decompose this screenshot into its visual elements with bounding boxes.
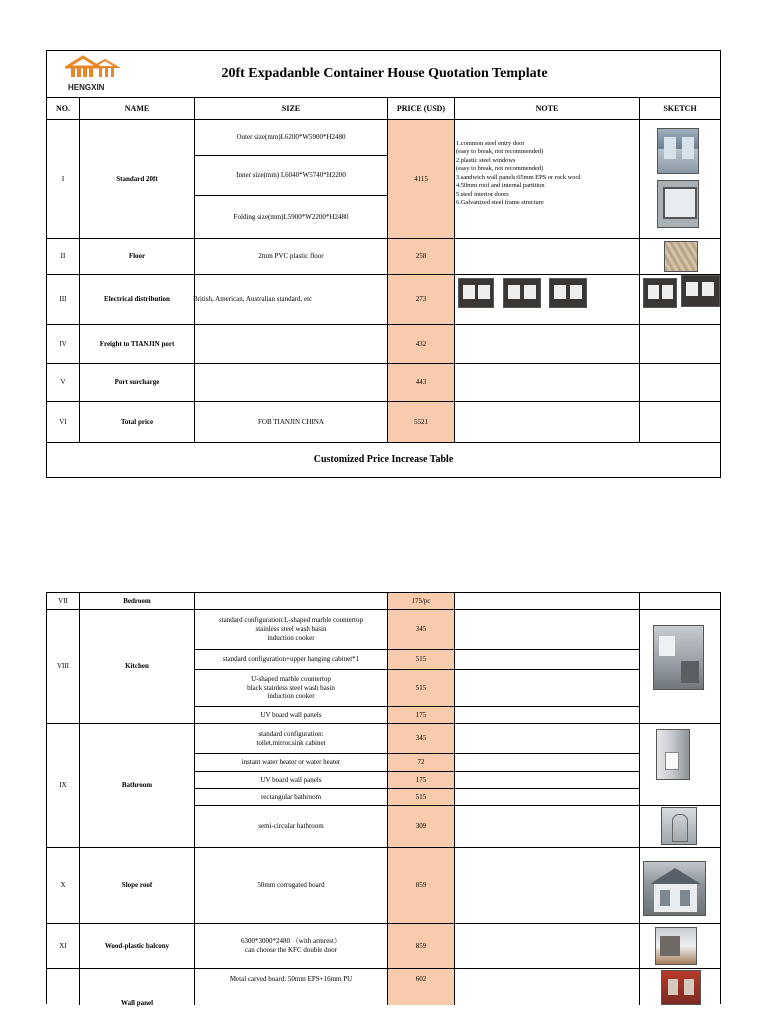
row1-name: Standard 20ft [116,174,158,183]
row1-size-outer: Outer size(mm)L6200*W5900*H2480 [236,133,346,142]
bedroom-price: 175/pc [411,596,431,605]
row4-size [195,325,387,363]
bathroom-photo-1 [656,729,690,780]
socket-photo-4 [643,278,677,308]
socket-photo-3 [549,278,587,308]
kitchen-price-1: 345 [415,625,427,634]
bathroom-photo-2 [661,807,697,845]
header-note: NOTE [535,103,559,113]
row4-no: IV [59,339,67,348]
bathroom-price-2: 72 [417,758,425,767]
container-photo-1 [657,128,699,174]
logo-brand: HENGXIN [68,83,105,92]
row4-price: 432 [415,339,427,348]
kitchen-option-1: standard configuration:L-shaped marble countertop stainless steel wash basin induction cooker [218,616,364,642]
row5-no: V [60,378,66,387]
house-logo-icon [65,55,121,79]
bathroom-price-3: 175 [415,775,427,784]
header-no: NO. [56,103,70,113]
roof-name: Slope roof [121,881,153,890]
bathroom-price-1: 345 [415,734,427,743]
row2-name: Floor [128,252,146,261]
row2-price: 258 [415,252,427,261]
balcony-photo [655,927,697,965]
roof-no: X [60,881,66,890]
kitchen-option-2: standard configuration+upper hanging cabinet*1 [222,655,360,664]
balcony-no: XI [59,941,67,950]
page-title: 20ft Expadanble Container House Quotation Template [221,66,548,82]
row1-size-folding: Folding size(mm)L5900*W2200*H2480 [233,212,349,221]
row5-size [195,364,387,401]
wall-price-1: 602 [415,975,427,983]
kitchen-option-4: UV board wall panels [260,710,322,719]
row3-name: Electrical distribution [104,295,170,304]
row5-price: 443 [415,378,427,387]
row4-name: Freight to TIANJIN port [99,339,175,348]
roof-size: 50mm corrugated board [257,881,325,890]
row1-no: I [61,174,65,183]
row6-no: VI [59,417,67,426]
kitchen-name: Kitchen [125,662,149,671]
kitchen-price-2: 515 [415,655,427,664]
kitchen-price-3: 515 [415,683,427,692]
row6-name: Total price [120,417,154,426]
row6-size: FOB TIANJIN CHINA [258,417,324,426]
balcony-size: 6300*3000*2480 （with armrest） can choose the KFC double door [241,937,341,954]
wall-name: Wall panel [120,998,154,1007]
socket-photo-5 [681,275,720,307]
bathroom-price-4: 515 [415,792,427,801]
bathroom-name: Bathroom [121,781,153,790]
bedroom-name: Bedroom [123,596,151,605]
header-name: NAME [124,103,150,113]
bathroom-option-4: rectangular bathroom [260,792,322,801]
balcony-name: Wood-plastic balcony [104,941,170,950]
bathroom-option-1: standard configuration: toilet,mirror,sink cabinet [256,729,326,747]
bathroom-option-5: semi-circular bathroom [258,822,324,831]
header-size: SIZE [281,103,301,113]
row1-size-inner: Inner size(mm) L6040*W5740*H2200 [236,171,346,180]
row1-note: 1.common steel entry door (easy to break, not recommended) 2.plastic steel windows (easy to break, not recommended) 3.sandwich wall panels:65mm EPS or rock wool 4.50mm roof and internal partition 5.steel interior doors 6.Galvanized steel frame structure [456,140,581,207]
row3-price: 273 [415,295,427,304]
row6-price: 5521 [414,417,428,426]
kitchen-no: VIII [56,662,70,671]
row2-size: 2mm PVC plastic floor [258,252,324,261]
bathroom-no: IX [59,781,67,790]
bathroom-option-3: UV board wall panels [260,775,322,784]
header-price: PRICE (USD) [396,103,446,113]
container-photo-2 [657,180,699,228]
socket-photo-2 [503,278,541,308]
row5-name: Port surcharge [114,378,160,387]
kitchen-price-4: 175 [415,710,427,719]
company-logo [65,55,121,91]
customized-table-title: Customized Price Increase Table [313,453,454,465]
row3-no: III [59,295,67,304]
header-sketch: SKETCH [663,103,697,113]
bedroom-no: VII [58,596,68,605]
floor-photo [664,241,698,272]
socket-photo-1 [458,278,494,308]
wall-option-1: Metal carved board: 50mm EPS+16mm PU [229,975,353,983]
kitchen-photo [653,625,704,690]
row1-price: 4115 [414,174,428,183]
roof-price: 859 [415,881,427,890]
wall-panel-photo [661,970,701,1005]
bathroom-price-5: 309 [415,822,427,831]
row3-size: British, American, Australian standard, etc [193,295,313,304]
customized-price-table [46,592,721,1007]
bathroom-option-2: instant water heater or water heater [241,758,341,767]
balcony-price: 859 [415,941,427,950]
quotation-table [46,50,721,478]
row2-no: II [60,252,66,261]
roof-photo [643,861,706,916]
kitchen-option-3: U-shaped marble countertop black stainless steel wash basin induction cooker [247,674,335,701]
